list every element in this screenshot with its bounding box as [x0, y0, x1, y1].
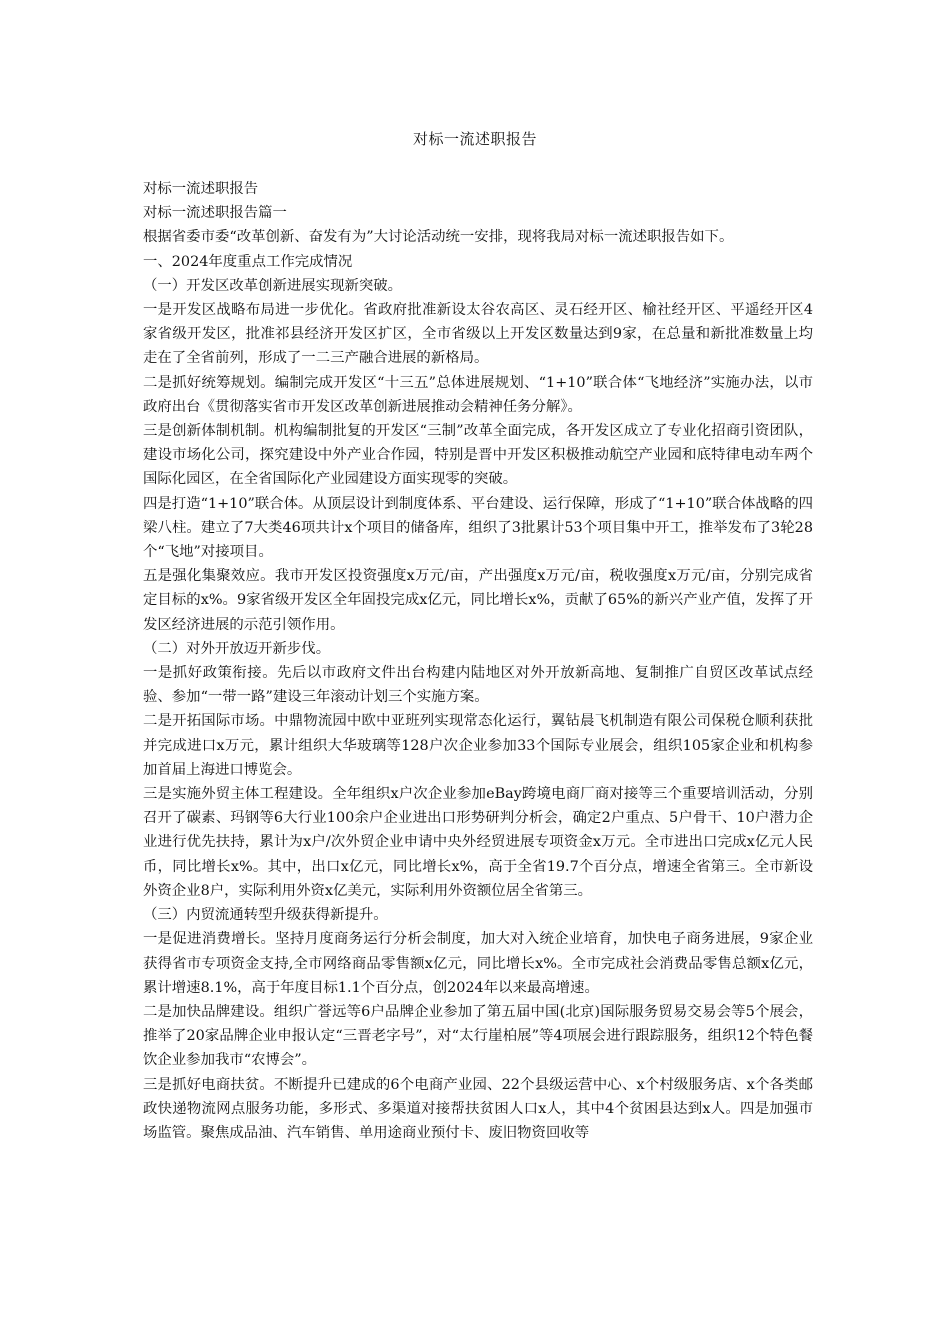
- paragraph: 一是开发区战略布局进一步优化。省政府批准新设太谷农高区、灵石经开区、榆社经开区、平遥经开区4家省级开发区，批准祁县经济开发区扩区，全市省级以上开发区数量达到9家，在总量和新批准数量上均走在了全省前列，形成了一二三产融合进展的新格局。: [143, 302, 813, 367]
- paragraph: 一是促进消费增长。坚持月度商务运行分析会制度，加大对入统企业培育，加快电子商务进展，9家企业获得省市专项资金支持,全市网络商品零售额x亿元，同比增长x%。全市完成社会消费品零售总额x亿元，累计增速8.1%，高于年度目标1.1个百分点，创2024年以来最高增速。: [143, 931, 813, 996]
- paragraph: 一是抓好政策衔接。先后以市政府文件出台构建内陆地区对外开放新高地、复制推广自贸区改革试点经验、参加“一带一路”建设三年滚动计划三个实施方案。: [143, 665, 813, 706]
- document-title: 对标一流述职报告: [412, 130, 537, 148]
- paragraph: 二是开拓国际市场。中鼎物流园中欧中亚班列实现常态化运行，翼钻晨飞机制造有限公司保税仓顺利获批并完成进口x万元，累计组织大华玻璃等128户次企业参加33个国际专业展会，组织105家企业和机构参加首届上海进口博览会。: [143, 713, 813, 778]
- paragraph: 三是实施外贸主体工程建设。全年组织x户次企业参加eBay跨境电商厂商对接等三个重要培训活动，分别召开了碳素、玛钢等6大行业100余户企业进出口形势研判分析会，确定2户重点、5户骨干、10户潜力企业进行优先扶持，累计为x户/次外贸企业申请中央外经贸进展专项资金x万元。全市进出口完成x亿元人民币，同比增长x%。其中，出口x亿元，同比增长x%，高于全省19.7个百分点，增速全省第三。全市新设外资企业8户，实际利用外资x亿美元，实际利用外资额位居全省第三。: [143, 786, 813, 899]
- paragraph: 五是强化集聚效应。我市开发区投资强度x万元/亩，产出强度x万元/亩，税收强度x万元/亩，分别完成省定目标的x%。9家省级开发区全年固投完成x亿元，同比增长x%，贡献了65%的新兴产业产值，发挥了开发区经济进展的示范引领作用。: [143, 568, 813, 633]
- paragraph: 三是创新体制机制。机构编制批复的开发区“三制”改革全面完成，各开发区成立了专业化招商引资团队，建设市场化公司，探究建设中外产业合作园，特别是晋中开发区积极推动航空产业园和底特律电动车两个国际化园区，在全省国际化产业园建设方面实现零的突破。: [143, 423, 813, 488]
- paragraph: 三是抓好电商扶贫。不断提升已建成的6个电商产业园、22个县级运营中心、x个村级服务店、x个各类邮政快递物流网点服务功能，多形式、多渠道对接帮扶贫困人口x人，其中4个贫困县达到x人。四是加强市场监管。聚焦成品油、汽车销售、单用途商业预付卡、废旧物资回收等: [143, 1076, 813, 1141]
- subsection-heading-2: （二）对外开放迈开新步伐。: [143, 640, 331, 657]
- paragraph: 二是抓好统筹规划。编制完成开发区“十三五”总体进展规划、“1+10”联合体“飞地经济”实施办法，以市政府出台《贯彻落实省市开发区改革创新进展推动会精神任务分解》。: [143, 374, 813, 415]
- section-heading-1: 一、2024年度重点工作完成情况: [143, 253, 353, 270]
- subheading-chapter-one: 对标一流述职报告篇一: [143, 205, 287, 222]
- heading-repeat: 对标一流述职报告: [143, 181, 259, 197]
- paragraph: 二是加快品牌建设。组织广誉远等6户品牌企业参加了第五届中国(北京)国际服务贸易交易会等5个展会，推举了20家品牌企业申报认定“三晋老字号”，对“太行崖柏展”等4项展会进行跟踪服务，组织12个特色餐饮企业参加我市“农博会”。: [143, 1003, 813, 1069]
- paragraph: 四是打造“1+10”联合体。从顶层设计到制度体系、平台建设、运行保障，形成了“1+10”联合体战略的四梁八柱。建立了7大类46项共计x个项目的储备库，组织了3批累计53个项目集中开工，推举发布了3轮28个“飞地”对接项目。: [143, 495, 813, 561]
- subsection-heading-3: （三）内贸流通转型升级获得新提升。: [143, 907, 388, 924]
- document-body: [143, 177, 813, 1145]
- intro-paragraph: 根据省委市委“改革创新、奋发有为”大讨论活动统一安排，现将我局对标一流述职报告如下。: [143, 229, 734, 246]
- subsection-heading-1: （一）开发区改革创新进展实现新突破。: [143, 277, 403, 294]
